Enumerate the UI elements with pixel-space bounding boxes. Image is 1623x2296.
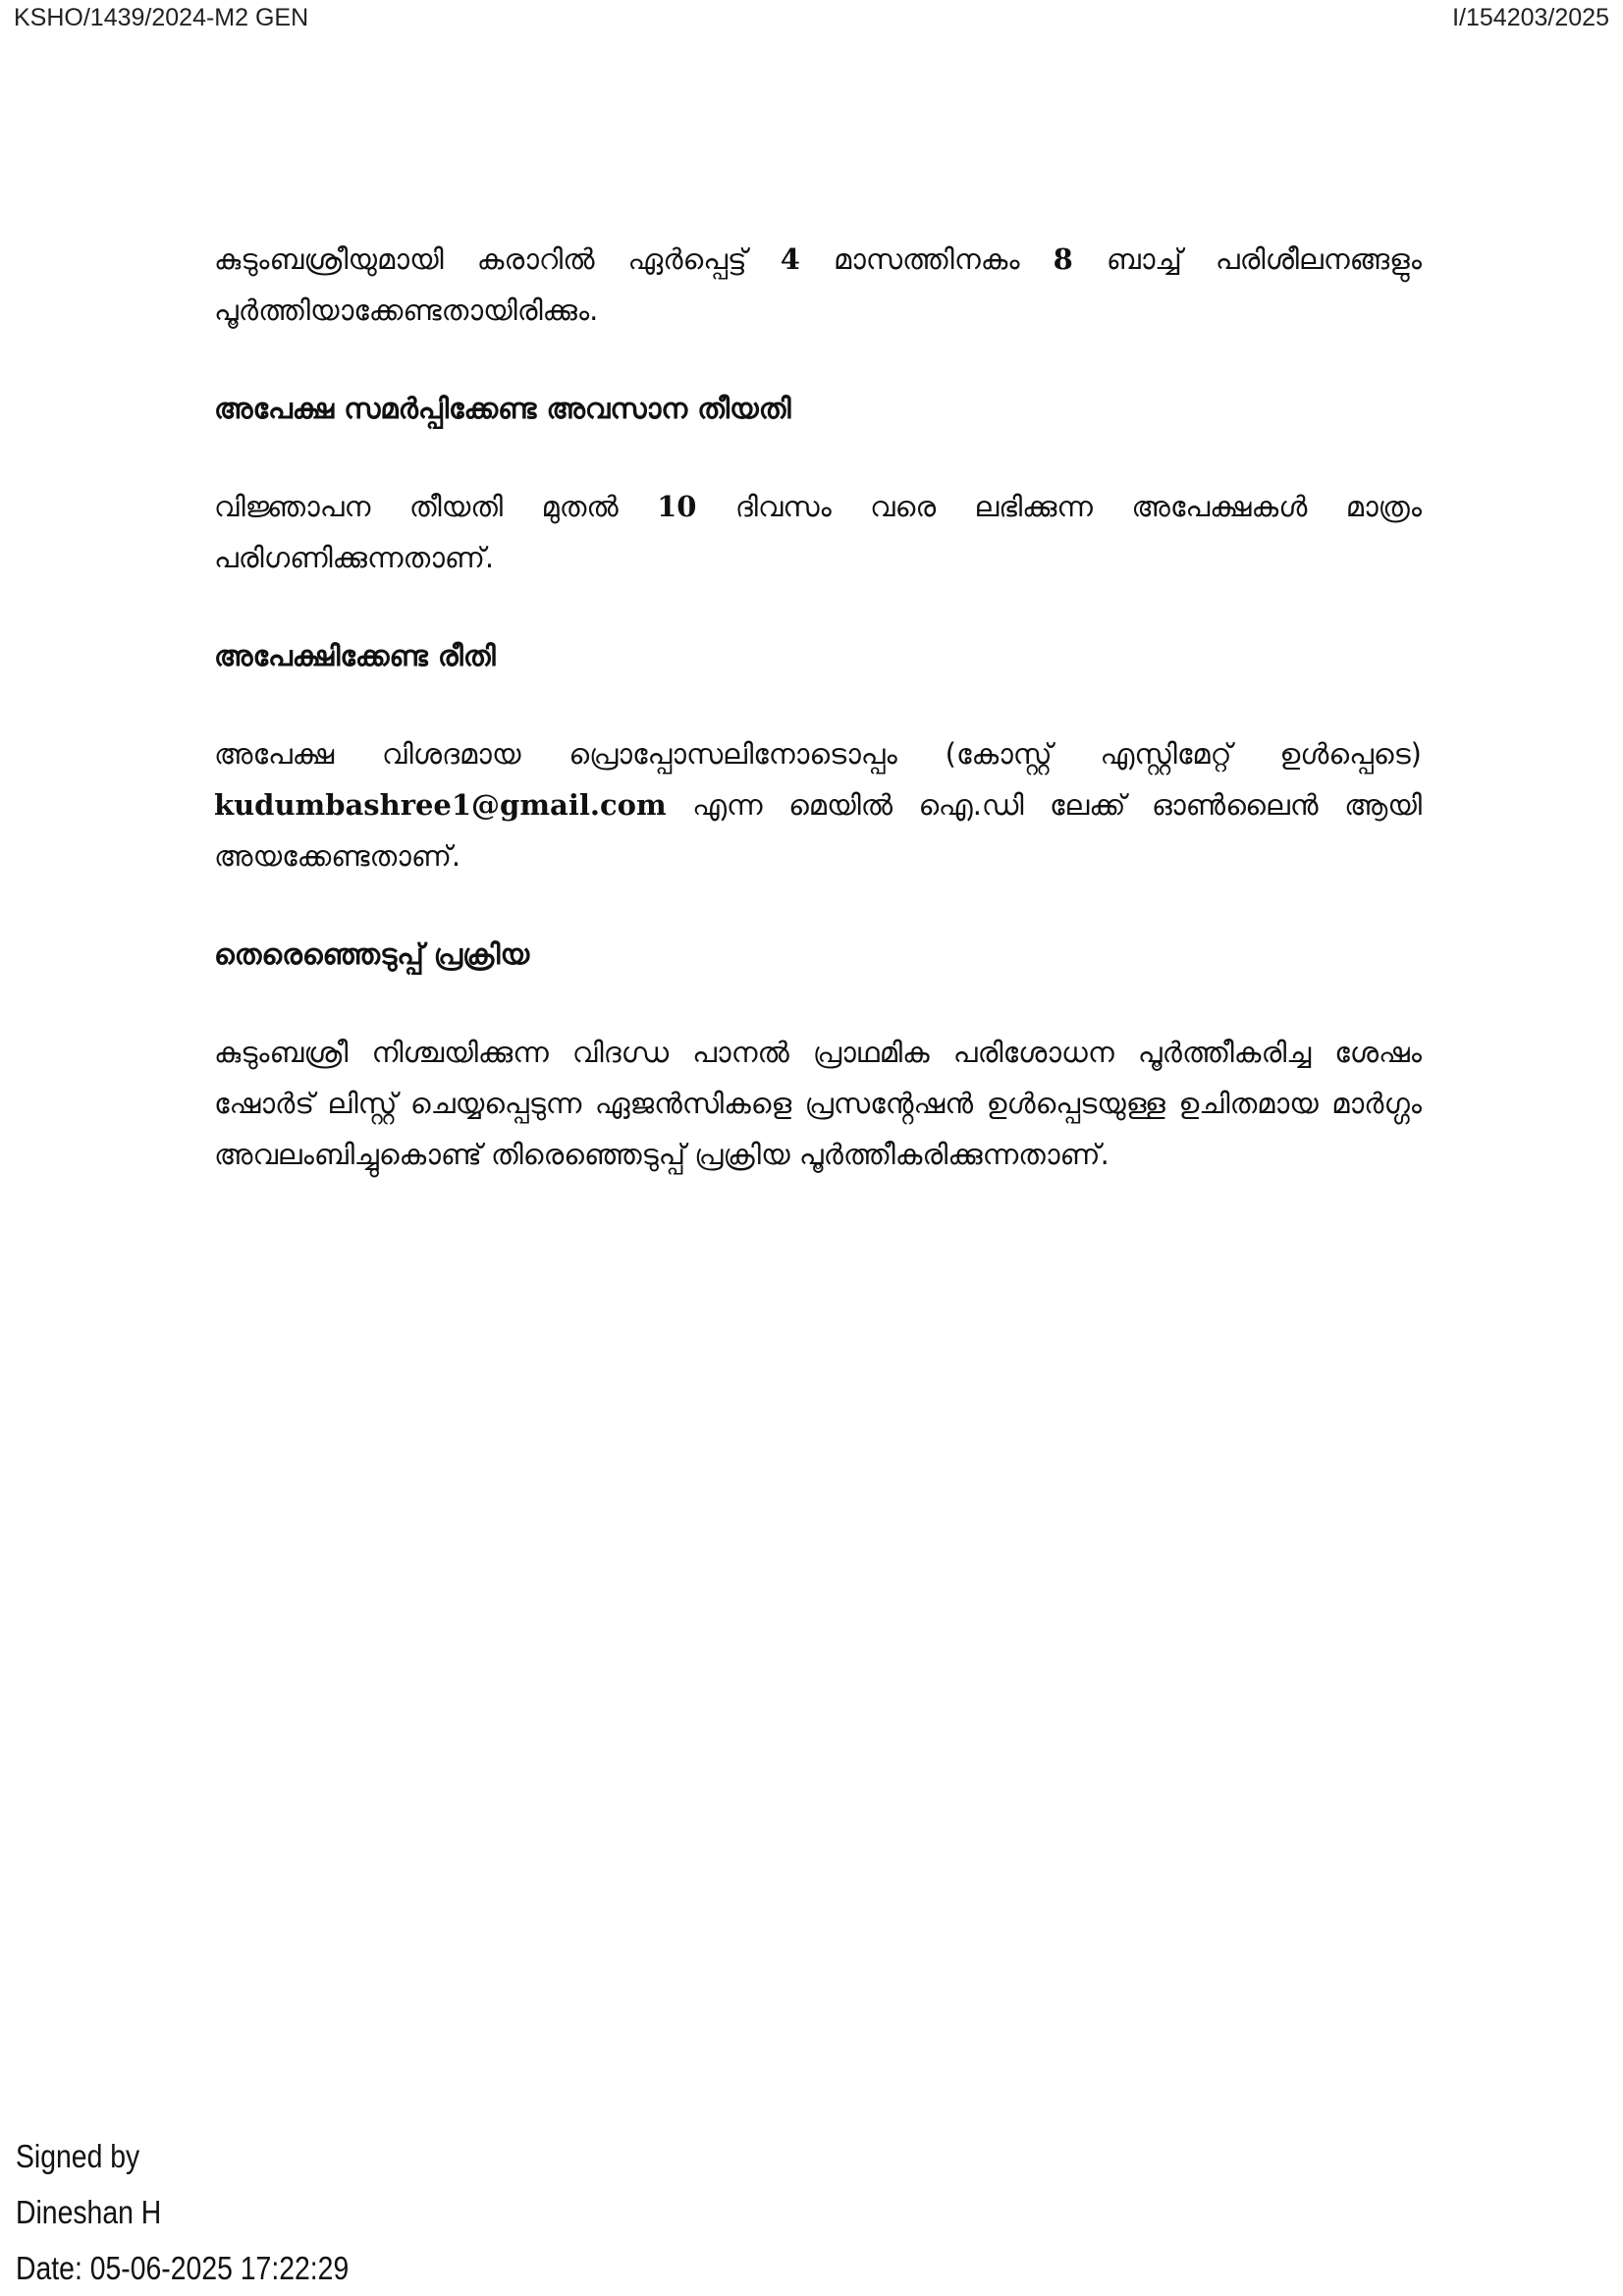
deadline-heading: അപേക്ഷ സമർപ്പിക്കേണ്ട അവസാന തീയതി (214, 392, 791, 425)
apply-email: kudumbashree1@gmail.com (214, 788, 667, 822)
intro-number-batches: 8 (1053, 242, 1073, 276)
selection-heading: തെരെഞ്ഞെടുപ്പ് പ്രക്രിയ (214, 937, 530, 971)
file-number: KSHO/1439/2024-M2 GEN (14, 4, 309, 31)
document-body (214, 234, 1422, 1180)
reference-number: I/154203/2025 (1452, 4, 1609, 31)
selection-paragraph: കുടുംബശ്രീ നിശ്ചയിക്കുന്ന വിദഗ്ധ പാനൽ പ്രാഥമിക പരിശോധന പൂർത്തീകരിച്ച ശേഷം ഷോർട് ലിസ്റ്റ് ചെയ്യപ്പെടുന്ന ഏജൻസികളെ പ്രസൻ്റേഷൻ ഉൾപ്പെടയുള്ള ഉചിതമായ മാർഗ്ഗം അവലംബിച്ചുകൊണ്ട് തിരെഞ്ഞെടുപ്പ് പ്രക്രിയ പൂർത്തീകരിക്കുന്നതാണ്. (214, 1036, 1422, 1171)
intro-number-months: 4 (780, 242, 800, 276)
signature-date: Date: 05-06-2025 17:22:29 (16, 2250, 350, 2286)
apply-text-1: അപേക്ഷ വിശദമായ പ്രൊപ്പോസലിനോടൊപ്പം (കോസ്റ്റ് എസ്റ്റിമേറ്റ് ഉൾപ്പെടെ) (214, 737, 1422, 771)
signature-name: Dineshan H (16, 2194, 162, 2230)
intro-paragraph (214, 234, 1422, 336)
intro-text-3: ബാച്ച് പരിശീലനങ്ങളും പൂർത്തിയാക്കേണ്ടതായിരിക്കും. (214, 242, 1422, 327)
deadline-text-2: ദിവസം വരെ ലഭിക്കുന്ന അപേക്ഷകൾ മാത്രം പരിഗണിക്കുന്നതാണ്. (214, 490, 1422, 574)
deadline-text-1: വിജ്ഞാപന തീയതി മുതൽ (214, 490, 658, 523)
deadline-paragraph (214, 481, 1422, 583)
apply-heading: അപേക്ഷിക്കേണ്ട രീതി (214, 639, 496, 672)
digital-signature (16, 2128, 349, 2296)
apply-paragraph (214, 728, 1422, 881)
apply-text-2: എന്ന മെയിൽ ഐ.ഡി ലേക്ക് ഓൺലൈൻ ആയി അയക്കേണ്ടതാണ്. (214, 788, 1422, 873)
deadline-number-days: 10 (657, 490, 697, 523)
intro-text-2: മാസത്തിനകം (799, 242, 1054, 276)
intro-text-1: കുടുംബശ്രീയുമായി കരാറിൽ ഏർപ്പെട്ട് (214, 242, 781, 276)
signature-signed-by: Signed by (16, 2138, 140, 2174)
